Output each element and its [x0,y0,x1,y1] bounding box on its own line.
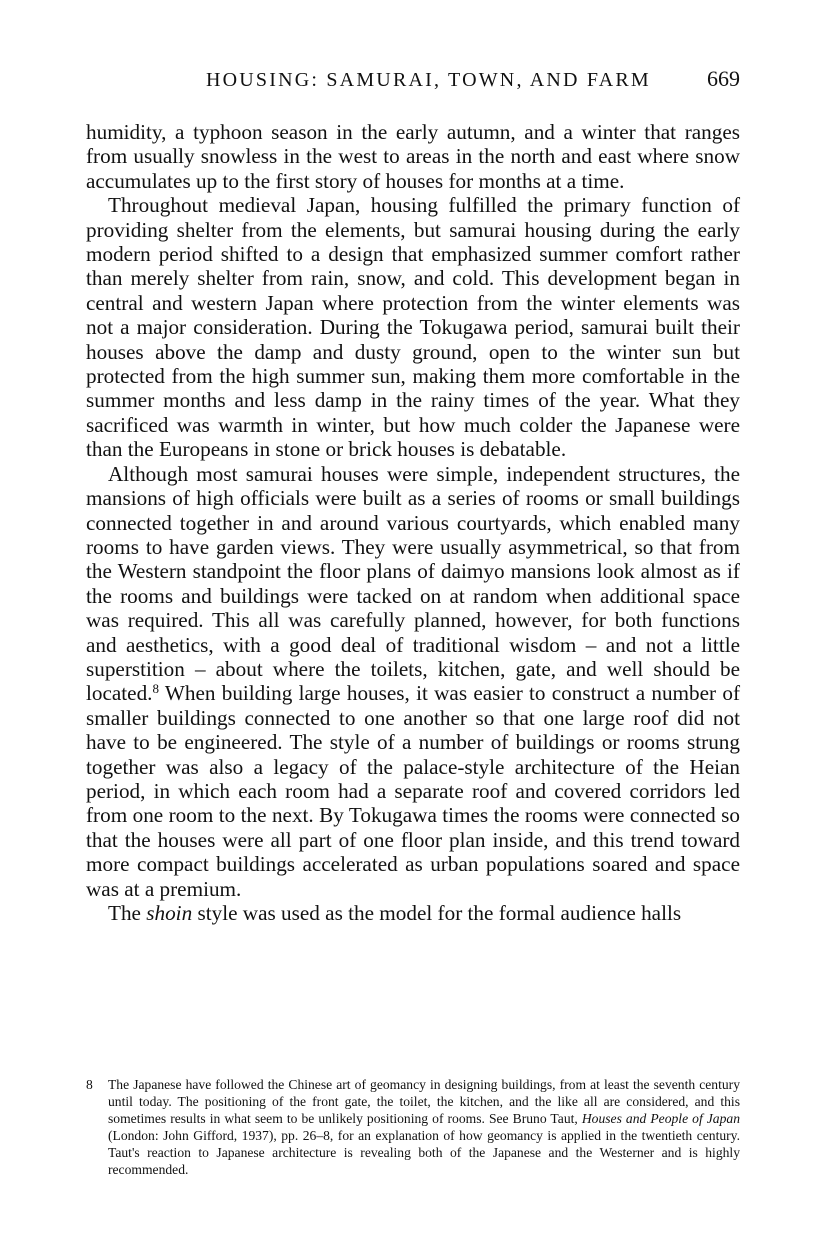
shoin-term: shoin [146,901,193,925]
paragraph-3 [86,462,740,901]
body-text [86,120,740,925]
footnote-8 [86,1076,740,1178]
paragraph-1: humidity, a typhoon season in the early autumn, and a winter that ranges from usually snowless in the west to areas in the north and east where snow accumulates up to the first story of houses for months at a time. [86,120,740,193]
paragraph-4-text-b: style was used as the model for the formal audience halls [192,901,682,925]
running-header [86,66,740,92]
footnotes [86,1076,740,1178]
paragraph-3-text-b: When building large houses, it was easier to construct a number of smaller buildings connected to one another so that one large roof did not have to be engineered. The style of a number of buildings or rooms strung together was also a legacy of the palace-style architecture of the Heian period, in which each room had a separate roof and covered corridors led from one room to the next. By Tokugawa times the rooms were connected so that the houses were all part of one floor plan inside, and this trend toward more compact buildings accelerated as urban populations soared and space was at a premium. [86,681,740,901]
paragraph-2: Throughout medieval Japan, housing fulfilled the primary function of providing shelter from the elements, but samurai housing during the early modern period shifted to a design that emphasized summer comfort rather than merely shelter from rain, snow, and cold. This development began in central and western Japan where protection from the winter elements was not a major consideration. During the Tokugawa period, samurai built their houses above the damp and dusty ground, open to the winter sun but protected from the high summer sun, making them more comfortable in the summer months and less damp in the rainy times of the year. What they sacrificed was warmth in winter, but how much colder the Japanese were than the Europeans in stone or brick houses is debatable. [86,193,740,462]
paragraph-4-text-a: The [108,901,147,925]
footnote-number: 8 [86,1077,93,1092]
footnote-text-a: The Japanese have followed the Chinese art of geomancy in designing buildings, from at least the seventh century until today. The positioning of the front gate, the toilet, the kitchen, and the like all are considered, and this sometimes results in what seem to be unlikely positioning of rooms. See Bruno Taut, [108,1077,740,1126]
footnote-text-b: (London: John Gifford, 1937), pp. 26–8, for an explanation of how geomancy is applied in the twentieth century. Taut's reaction to Japanese architecture is revealing both of the Japanese and the Westerner and is highly recommended. [108,1128,740,1177]
paragraph-3-text-a: Although most samurai houses were simple, independent structures, the mansions of high officials were built as a series of rooms or small buildings connected together in and around various courtyards, which enabled many rooms to have garden views. They were usually asymmetrical, so that from the Western standpoint the floor plans of daimyo mansions look almost as if the rooms and buildings were tacked on at random when additional space was required. This all was carefully planned, however, for both functions and aesthetics, with a good deal of traditional wisdom – and not a little superstition – about where the toilets, kitchen, gate, and well should be located. [86,461,740,706]
footnote-reference[interactable]: 8 [152,681,159,697]
page-number: 669 [707,66,740,91]
cited-book-title: Houses and People of Japan [581,1111,740,1126]
running-title: HOUSING: SAMURAI, TOWN, AND FARM [206,69,651,91]
paragraph-4 [86,901,740,925]
footnote-text [108,1076,740,1178]
